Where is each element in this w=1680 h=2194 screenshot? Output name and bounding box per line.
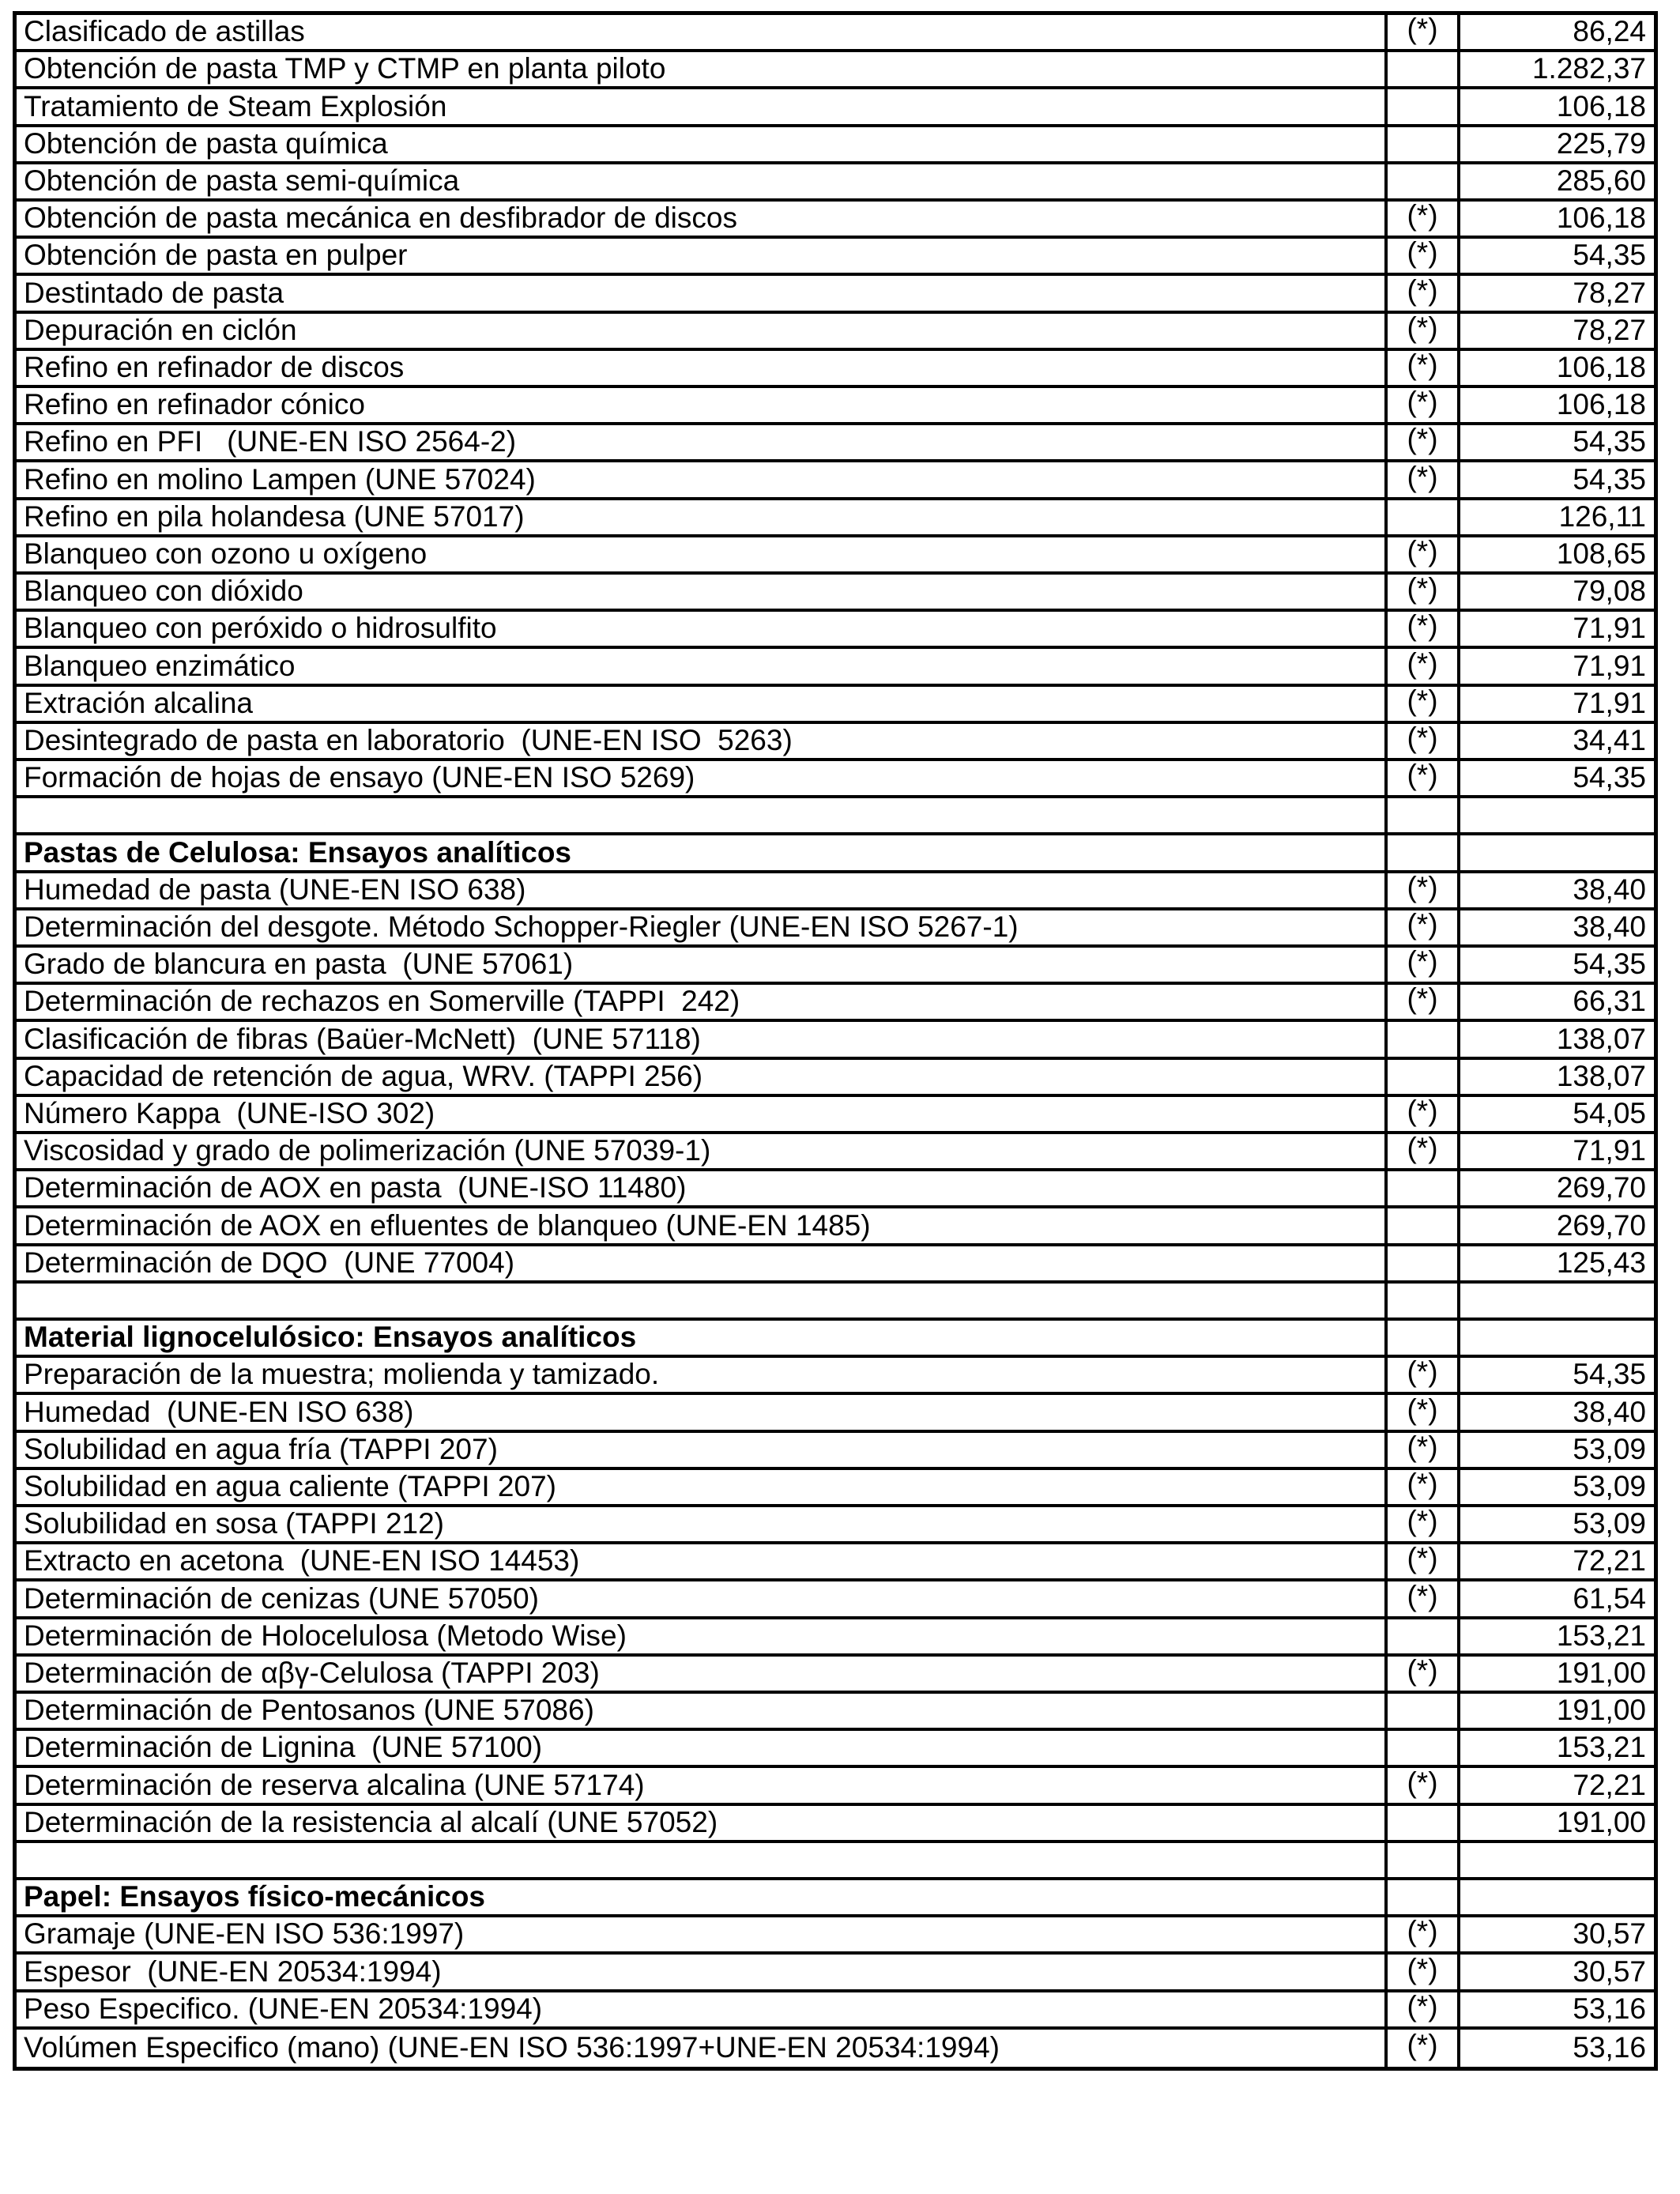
service-description: Tratamiento de Steam Explosión xyxy=(17,89,1388,123)
price-value: 106,18 xyxy=(1556,388,1646,421)
footnote-mark: (*) xyxy=(1388,2030,1460,2067)
service-description: Determinación de αβγ-Celulosa (TAPPI 203) xyxy=(17,1657,1388,1691)
footnote-mark xyxy=(1388,1022,1460,1056)
table-row xyxy=(17,1731,1654,1768)
table-row xyxy=(17,1208,1654,1246)
price-value: 225,79 xyxy=(1556,126,1646,160)
footnote-mark: (*) xyxy=(1388,15,1460,49)
table-row xyxy=(17,1246,1654,1284)
table-row xyxy=(17,687,1654,724)
table-row xyxy=(17,52,1654,89)
table-row xyxy=(17,1917,1654,1955)
service-description: Blanqueo con dióxido xyxy=(17,575,1388,609)
price-value: 30,57 xyxy=(1573,1955,1646,1988)
service-description: Solubilidad en agua caliente (TAPPI 207) xyxy=(17,1470,1388,1504)
footnote-mark xyxy=(1388,1321,1460,1355)
service-description: Determinación de Lignina (UNE 57100) xyxy=(17,1731,1388,1765)
table-row xyxy=(17,1507,1654,1544)
price-value: 1.282,37 xyxy=(1531,52,1646,85)
footnote-mark: (*) xyxy=(1388,1507,1460,1541)
footnote-mark xyxy=(1388,89,1460,123)
footnote-mark xyxy=(1388,1731,1460,1765)
price-value: 54,35 xyxy=(1573,462,1646,496)
footnote-mark xyxy=(1388,1246,1460,1280)
footnote-mark: (*) xyxy=(1388,1433,1460,1467)
table-row xyxy=(17,89,1654,126)
service-description: Número Kappa (UNE-ISO 302) xyxy=(17,1097,1388,1131)
service-description: Blanqueo con peróxido o hidrosulfito xyxy=(17,612,1388,646)
service-description: Pastas de Celulosa: Ensayos analíticos xyxy=(17,835,1388,869)
footnote-mark: (*) xyxy=(1388,276,1460,310)
footnote-mark: (*) xyxy=(1388,1992,1460,2026)
table-row xyxy=(17,314,1654,351)
footnote-mark xyxy=(1388,1694,1460,1728)
table-row xyxy=(17,1358,1654,1395)
table-row xyxy=(17,1955,1654,1992)
service-description: Determinación de DQO (UNE 77004) xyxy=(17,1246,1388,1280)
service-description: Refino en refinador de discos xyxy=(17,351,1388,385)
footnote-mark xyxy=(1388,1619,1460,1653)
service-description: Obtención de pasta semi-química xyxy=(17,164,1388,198)
table-row xyxy=(17,1022,1654,1059)
price-value: 34,41 xyxy=(1573,723,1646,756)
service-description: Clasificación de fibras (Baüer-McNett) (UNE 57118) xyxy=(17,1022,1388,1056)
price-value: 53,09 xyxy=(1573,1432,1646,1465)
footnote-mark: (*) xyxy=(1388,1768,1460,1802)
price-value: 191,00 xyxy=(1556,1805,1646,1838)
price-value: 153,21 xyxy=(1556,1619,1646,1652)
footnote-mark: (*) xyxy=(1388,1544,1460,1578)
price-value: 125,43 xyxy=(1556,1246,1646,1279)
price-value: 106,18 xyxy=(1556,350,1646,383)
footnote-mark: (*) xyxy=(1388,687,1460,721)
price-value: 71,91 xyxy=(1573,1134,1646,1167)
footnote-mark: (*) xyxy=(1388,1134,1460,1168)
price-value xyxy=(1460,1843,1654,1877)
table-row xyxy=(17,500,1654,537)
service-description: Obtención de pasta TMP y CTMP en planta piloto xyxy=(17,52,1388,86)
service-description: Blanqueo enzimático xyxy=(17,649,1388,683)
price-value: 138,07 xyxy=(1556,1059,1646,1092)
service-description: Determinación de la resistencia al alcalí (UNE 57052) xyxy=(17,1806,1388,1840)
footnote-mark xyxy=(1388,835,1460,869)
price-value: 38,40 xyxy=(1573,873,1646,906)
footnote-mark xyxy=(1388,127,1460,161)
service-description: Depuración en ciclón xyxy=(17,314,1388,348)
table-row xyxy=(17,1060,1654,1097)
footnote-mark: (*) xyxy=(1388,1657,1460,1691)
footnote-mark: (*) xyxy=(1388,388,1460,422)
footnote-mark: (*) xyxy=(1388,202,1460,236)
service-description: Humedad de pasta (UNE-EN ISO 638) xyxy=(17,873,1388,907)
section-header-row xyxy=(17,835,1654,873)
footnote-mark: (*) xyxy=(1388,239,1460,273)
price-value: 53,16 xyxy=(1573,2030,1646,2064)
price-value: 72,21 xyxy=(1573,1768,1646,1801)
service-description xyxy=(17,798,1388,832)
spacer-row xyxy=(17,798,1654,835)
table-row xyxy=(17,1395,1654,1432)
service-description: Destintado de pasta xyxy=(17,276,1388,310)
footnote-mark xyxy=(1388,1171,1460,1205)
price-value: 191,00 xyxy=(1556,1656,1646,1689)
service-description: Espesor (UNE-EN 20534:1994) xyxy=(17,1955,1388,1989)
price-value: 54,35 xyxy=(1573,948,1646,981)
service-description xyxy=(17,1284,1388,1318)
footnote-mark xyxy=(1388,1208,1460,1242)
table-row xyxy=(17,1544,1654,1581)
service-description: Determinación del desgote. Método Schopper-Riegler (UNE-EN ISO 5267-1) xyxy=(17,910,1388,944)
footnote-mark: (*) xyxy=(1388,985,1460,1019)
footnote-mark xyxy=(1388,1843,1460,1877)
table-row xyxy=(17,761,1654,798)
price-value: 38,40 xyxy=(1573,1395,1646,1428)
footnote-mark xyxy=(1388,1284,1460,1318)
table-row xyxy=(17,612,1654,649)
service-description: Determinación de AOX en pasta (UNE-ISO 11480) xyxy=(17,1171,1388,1205)
service-description: Papel: Ensayos físico-mecánicos xyxy=(17,1880,1388,1914)
table-row xyxy=(17,724,1654,761)
spacer-row xyxy=(17,1284,1654,1321)
price-value: 54,35 xyxy=(1573,1358,1646,1391)
footnote-mark: (*) xyxy=(1388,612,1460,646)
service-description: Determinación de rechazos en Somerville (TAPPI 242) xyxy=(17,985,1388,1019)
table-row xyxy=(17,388,1654,425)
table-row xyxy=(17,1581,1654,1619)
price-value: 138,07 xyxy=(1556,1022,1646,1055)
table-row xyxy=(17,1657,1654,1694)
service-description: Extración alcalina xyxy=(17,687,1388,721)
footnote-mark: (*) xyxy=(1388,575,1460,609)
price-value: 53,16 xyxy=(1573,1992,1646,2025)
table-row xyxy=(17,127,1654,164)
footnote-mark: (*) xyxy=(1388,1358,1460,1392)
section-header-row xyxy=(17,1321,1654,1358)
table-row xyxy=(17,910,1654,948)
footnote-mark: (*) xyxy=(1388,462,1460,496)
tariff-table xyxy=(13,11,1658,2071)
price-value: 66,31 xyxy=(1573,985,1646,1018)
price-value: 38,40 xyxy=(1573,910,1646,943)
table-row xyxy=(17,575,1654,612)
service-description: Determinación de AOX en efluentes de blanqueo (UNE-EN 1485) xyxy=(17,1208,1388,1242)
service-description: Determinación de cenizas (UNE 57050) xyxy=(17,1581,1388,1615)
table-row xyxy=(17,425,1654,462)
table-row xyxy=(17,649,1654,686)
footnote-mark xyxy=(1388,1880,1460,1914)
table-row xyxy=(17,985,1654,1022)
table-row xyxy=(17,1433,1654,1470)
price-value: 54,05 xyxy=(1573,1096,1646,1129)
table-row xyxy=(17,2030,1654,2067)
table-row xyxy=(17,1768,1654,1805)
service-description: Determinación de reserva alcalina (UNE 57174) xyxy=(17,1768,1388,1802)
service-description: Solubilidad en sosa (TAPPI 212) xyxy=(17,1507,1388,1541)
service-description: Formación de hojas de ensayo (UNE-EN ISO 5269) xyxy=(17,761,1388,795)
price-value: 78,27 xyxy=(1573,276,1646,309)
table-row xyxy=(17,1134,1654,1171)
price-value: 285,60 xyxy=(1556,164,1646,197)
price-value: 54,35 xyxy=(1573,425,1646,458)
footnote-mark xyxy=(1388,164,1460,198)
price-value: 54,35 xyxy=(1573,239,1646,272)
service-description: Humedad (UNE-EN ISO 638) xyxy=(17,1395,1388,1429)
service-description: Desintegrado de pasta en laboratorio (UNE-EN ISO 5263) xyxy=(17,724,1388,758)
service-description: Determinación de Pentosanos (UNE 57086) xyxy=(17,1694,1388,1728)
price-value xyxy=(1460,1321,1654,1355)
footnote-mark xyxy=(1388,500,1460,534)
service-description xyxy=(17,1843,1388,1877)
price-value: 53,09 xyxy=(1573,1507,1646,1540)
table-row xyxy=(17,351,1654,388)
price-value: 191,00 xyxy=(1556,1694,1646,1727)
price-value: 30,57 xyxy=(1573,1917,1646,1951)
footnote-mark: (*) xyxy=(1388,1581,1460,1615)
section-header-row xyxy=(17,1880,1654,1917)
service-description: Preparación de la muestra; molienda y tamizado. xyxy=(17,1358,1388,1392)
spacer-row xyxy=(17,1843,1654,1880)
footnote-mark xyxy=(1388,1806,1460,1840)
table-row xyxy=(17,164,1654,202)
service-description: Grado de blancura en pasta (UNE 57061) xyxy=(17,948,1388,982)
price-value: 126,11 xyxy=(1558,499,1646,533)
price-value: 269,70 xyxy=(1556,1171,1646,1204)
footnote-mark: (*) xyxy=(1388,724,1460,758)
footnote-mark: (*) xyxy=(1388,314,1460,348)
service-description: Obtención de pasta química xyxy=(17,127,1388,161)
service-description: Refino en molino Lampen (UNE 57024) xyxy=(17,462,1388,496)
price-value xyxy=(1460,1880,1654,1914)
table-row xyxy=(17,1619,1654,1657)
price-value: 269,70 xyxy=(1556,1208,1646,1242)
table-row xyxy=(17,1171,1654,1208)
table-row xyxy=(17,202,1654,239)
table-row xyxy=(17,276,1654,313)
service-description: Capacidad de retención de agua, WRV. (TAPPI 256) xyxy=(17,1060,1388,1094)
table-row xyxy=(17,1097,1654,1134)
service-description: Material lignocelulósico: Ensayos analíticos xyxy=(17,1321,1388,1355)
price-value: 86,24 xyxy=(1573,15,1646,48)
service-description: Solubilidad en agua fría (TAPPI 207) xyxy=(17,1433,1388,1467)
price-value: 108,65 xyxy=(1556,537,1646,570)
price-value: 53,09 xyxy=(1573,1469,1646,1502)
price-value: 71,91 xyxy=(1573,649,1646,682)
table-row xyxy=(17,15,1654,52)
table-row xyxy=(17,1992,1654,2030)
footnote-mark: (*) xyxy=(1388,1097,1460,1131)
footnote-mark: (*) xyxy=(1388,1917,1460,1951)
service-description: Refino en pila holandesa (UNE 57017) xyxy=(17,500,1388,534)
service-description: Refino en refinador cónico xyxy=(17,388,1388,422)
table-row xyxy=(17,1694,1654,1731)
table-row xyxy=(17,1470,1654,1507)
table-row xyxy=(17,873,1654,910)
price-value: 79,08 xyxy=(1573,575,1646,608)
price-value: 61,54 xyxy=(1573,1581,1646,1615)
footnote-mark: (*) xyxy=(1388,1395,1460,1429)
price-value: 153,21 xyxy=(1556,1731,1646,1764)
footnote-mark xyxy=(1388,1060,1460,1094)
footnote-mark: (*) xyxy=(1388,537,1460,571)
price-value: 54,35 xyxy=(1573,761,1646,794)
footnote-mark: (*) xyxy=(1388,873,1460,907)
service-description: Clasificado de astillas xyxy=(17,15,1388,49)
service-description: Refino en PFI (UNE-EN ISO 2564-2) xyxy=(17,425,1388,459)
price-value: 71,91 xyxy=(1573,686,1646,719)
service-description: Obtención de pasta en pulper xyxy=(17,239,1388,273)
table-row xyxy=(17,239,1654,276)
table-row xyxy=(17,1806,1654,1843)
footnote-mark: (*) xyxy=(1388,761,1460,795)
footnote-mark: (*) xyxy=(1388,425,1460,459)
service-description: Viscosidad y grado de polimerización (UNE 57039-1) xyxy=(17,1134,1388,1168)
service-description: Obtención de pasta mecánica en desfibrador de discos xyxy=(17,202,1388,236)
service-description: Peso Especifico. (UNE-EN 20534:1994) xyxy=(17,1992,1388,2026)
footnote-mark xyxy=(1388,798,1460,832)
footnote-mark: (*) xyxy=(1388,910,1460,944)
price-value xyxy=(1460,835,1654,869)
price-value: 106,18 xyxy=(1556,202,1646,235)
footnote-mark: (*) xyxy=(1388,948,1460,982)
price-value: 106,18 xyxy=(1556,89,1646,123)
service-description: Determinación de Holocelulosa (Metodo Wise) xyxy=(17,1619,1388,1653)
price-value: 78,27 xyxy=(1573,313,1646,346)
service-description: Extracto en acetona (UNE-EN ISO 14453) xyxy=(17,1544,1388,1578)
footnote-mark: (*) xyxy=(1388,649,1460,683)
price-value: 72,21 xyxy=(1573,1544,1646,1578)
table-row xyxy=(17,537,1654,575)
footnote-mark: (*) xyxy=(1388,351,1460,385)
footnote-mark: (*) xyxy=(1388,1470,1460,1504)
footnote-mark xyxy=(1388,52,1460,86)
footnote-mark: (*) xyxy=(1388,1955,1460,1989)
table-row xyxy=(17,948,1654,985)
price-value: 71,91 xyxy=(1573,612,1646,645)
price-value xyxy=(1460,1284,1654,1318)
table-row xyxy=(17,462,1654,499)
service-description: Blanqueo con ozono u oxígeno xyxy=(17,537,1388,571)
price-value xyxy=(1460,798,1654,832)
service-description: Volúmen Especifico (mano) (UNE-EN ISO 536:1997+UNE-EN 20534:1994) xyxy=(17,2030,1388,2067)
service-description: Gramaje (UNE-EN ISO 536:1997) xyxy=(17,1917,1388,1951)
